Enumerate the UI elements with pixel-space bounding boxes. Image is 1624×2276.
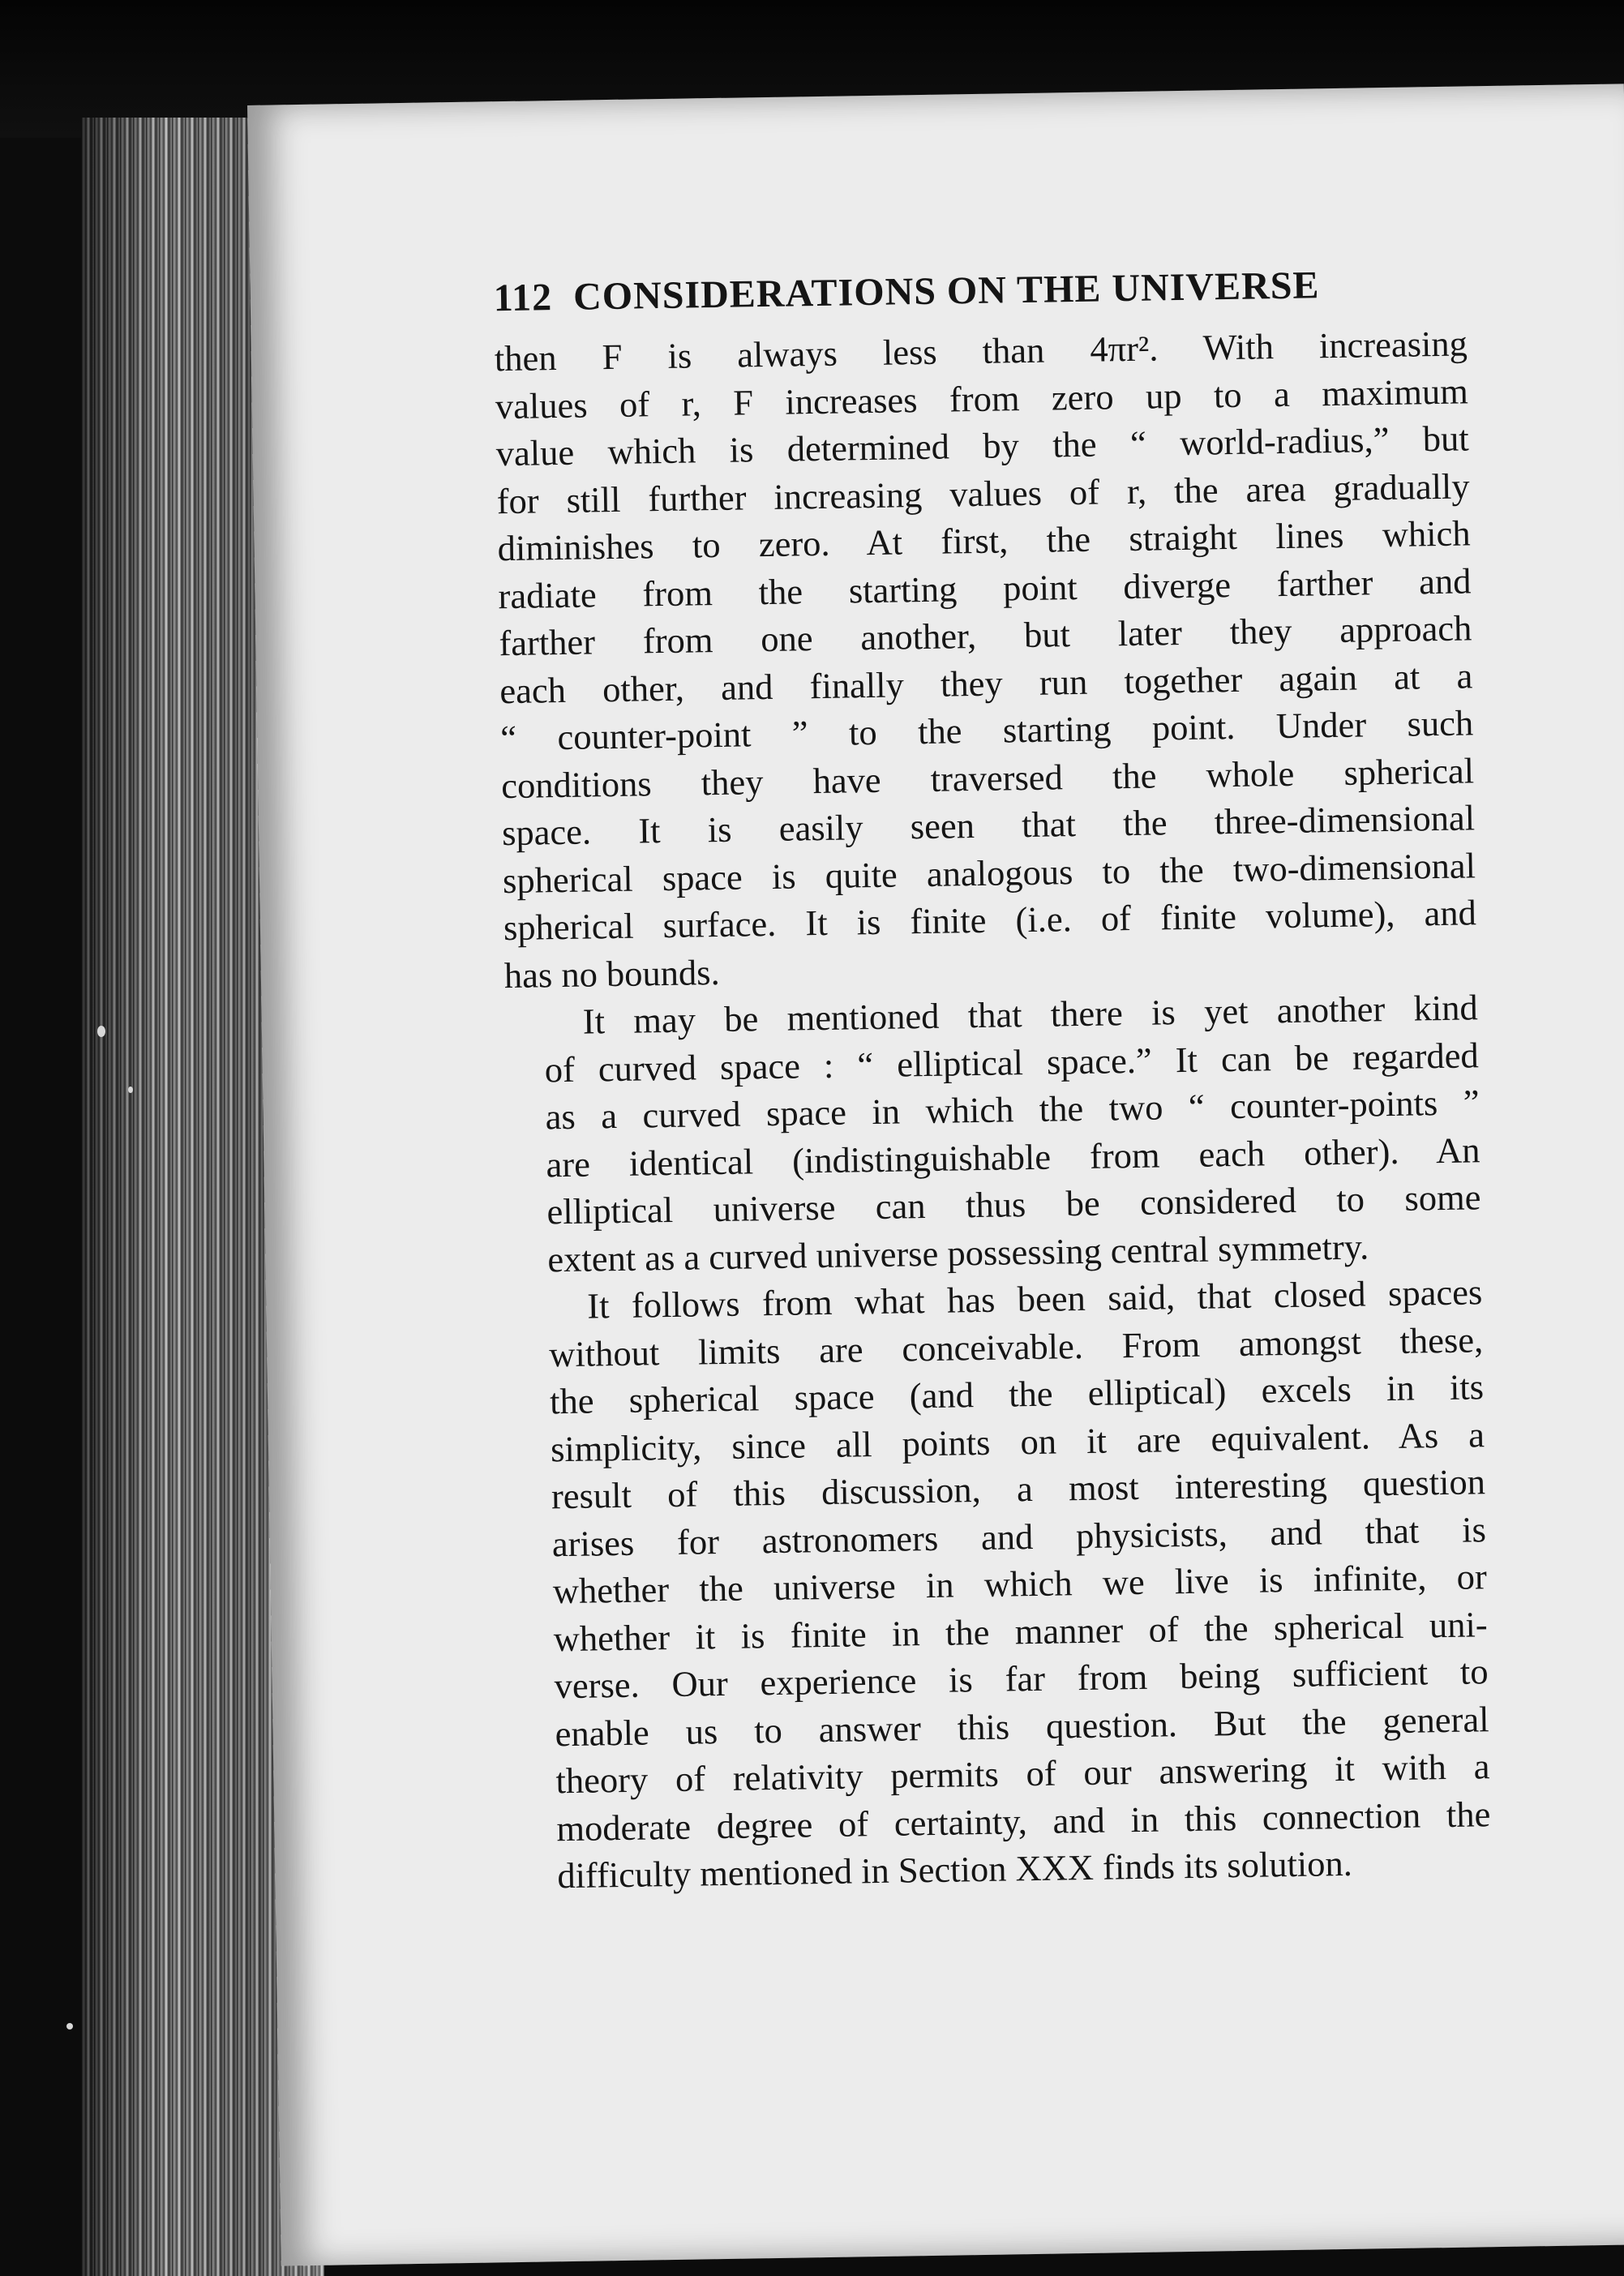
text-line: elliptical universe can thus be considered to some	[546, 1177, 1481, 1232]
text-line: radiate from the starting point diverge farther and	[498, 559, 1472, 616]
text-line: It follows from what has been said, that closed spaces	[586, 1271, 1483, 1327]
text-line: conditions they have traversed the whole spherical	[500, 749, 1475, 806]
text-line: each other, and finally they run together again at a	[499, 654, 1473, 711]
page-content	[493, 260, 1491, 1900]
text-line: the spherical space (and the elliptical) excels in its	[549, 1366, 1485, 1422]
text-line: moderate degree of certainty, and in this connection the	[556, 1793, 1491, 1849]
text-line: then F is always less than 4πr². With increasing	[494, 323, 1468, 379]
text-line: as a curved space in which the two “ counter-points ”	[545, 1082, 1480, 1138]
text-line: “ counter-point ” to the starting point. Under such	[499, 702, 1474, 759]
text-line: value which is determined by the “ world-radius,” but	[495, 418, 1470, 474]
scan-speck	[128, 1087, 133, 1093]
scan-speck	[66, 2023, 73, 2030]
text-line: simplicity, since all points on it are equivalent. As a	[550, 1413, 1485, 1469]
text-line: has no bounds.	[503, 951, 721, 996]
running-title: CONSIDERATIONS ON THE UNIVERSE	[572, 264, 1320, 319]
text-line: whether the universe in which we live is infinite, or	[552, 1556, 1488, 1612]
text-line: verse. Our experience is far from being sufficient to	[554, 1651, 1489, 1707]
text-line: It may be mentioned that there is yet another kind	[582, 987, 1479, 1042]
paragraph	[504, 984, 1481, 1284]
text-line: diminishes to zero. At first, the straight lines which	[497, 512, 1471, 569]
text-line: spherical space is quite analogous to the two-dimensional	[502, 844, 1476, 901]
scan-speck	[97, 1026, 105, 1037]
paragraph	[494, 319, 1477, 999]
paragraph	[509, 1268, 1492, 1900]
running-head	[493, 260, 1467, 320]
text-line: for still further increasing values of r, the area gradually	[496, 465, 1470, 521]
text-line: spherical surface. It is finite (i.e. of finite volume), and	[503, 892, 1477, 949]
text-line: whether it is finite in the manner of the spherical uni-	[553, 1603, 1488, 1659]
text-line: farther from one another, but later they approach	[499, 607, 1472, 664]
body-text	[494, 319, 1491, 1900]
text-line: arises for astronomers and physicists, and that is	[551, 1508, 1487, 1564]
book-page	[247, 84, 1624, 2265]
text-line: enable us to answer this question. But the general	[555, 1698, 1489, 1754]
text-line: theory of relativity permits of our answering it with a	[555, 1746, 1490, 1802]
page-number: 112	[493, 276, 553, 320]
text-line: result of this discussion, a most interesting question	[551, 1461, 1486, 1517]
text-line: space. It is easily seen that the three-dimensional	[501, 797, 1476, 854]
text-line: of curved space : “ elliptical space.” It can be regarded	[544, 1034, 1479, 1090]
text-line: extent as a curved universe possessing central symmetry.	[547, 1225, 1369, 1279]
text-line: values of r, F increases from zero up to a maximum	[495, 370, 1469, 426]
text-line: are identical (indistinguishable from each other). An	[546, 1129, 1480, 1185]
text-line: difficulty mentioned in Section XXX finds its solution.	[556, 1842, 1353, 1897]
text-line: without limits are conceivable. From amongst these,	[548, 1318, 1484, 1374]
